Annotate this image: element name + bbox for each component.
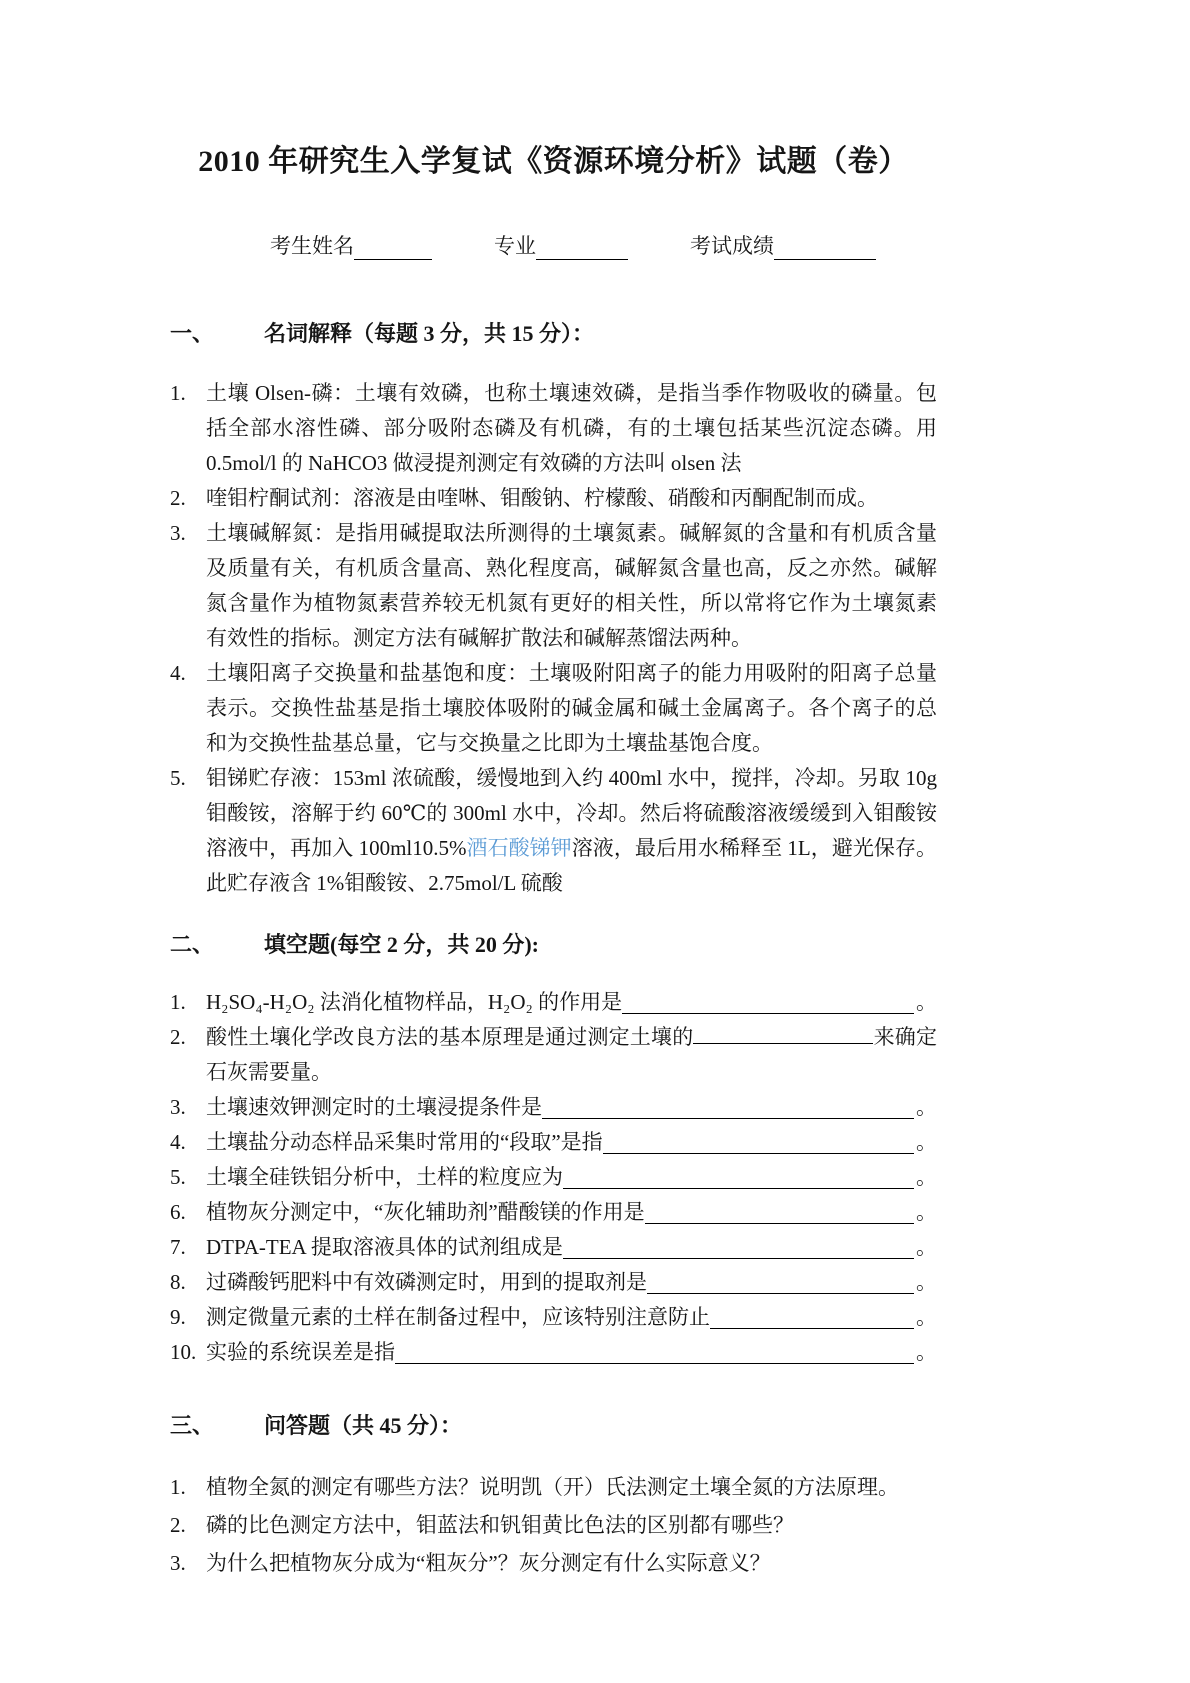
item-number: 4. [170, 1130, 186, 1154]
item-tail-text: 。 [916, 1340, 937, 1364]
item-lead-text: 土壤速效钾测定时的土壤浸提条件是 [206, 1095, 542, 1119]
question-item [170, 1544, 937, 1582]
item-tail-text: 。 [916, 1305, 937, 1329]
item-number: 9. [170, 1305, 186, 1329]
item-tail-text: 。 [916, 1095, 937, 1119]
section-3-number: 三、 [170, 1413, 215, 1438]
fill-blank-item [170, 1230, 937, 1265]
item-number: 1. [170, 1475, 186, 1499]
answer-blank [645, 1195, 916, 1230]
fill-blank-item [170, 1265, 937, 1300]
section-3-heading [170, 1410, 937, 1442]
list-item [170, 516, 937, 656]
score-field [690, 230, 876, 260]
candidate-name-blank [354, 238, 432, 260]
item-text [206, 1020, 937, 1090]
item-number: 4. [170, 661, 186, 685]
item-text [206, 761, 937, 901]
major-label: 专业 [494, 234, 536, 258]
item-lead-text: 土壤盐分动态样品采集时常用的“段取”是指 [206, 1130, 603, 1154]
answer-blank [395, 1335, 916, 1370]
section-3-title: 问答题（共 45 分）： [264, 1413, 463, 1438]
question-item [170, 1468, 937, 1506]
answer-blank [563, 1160, 916, 1195]
fill-blank-item [170, 1020, 937, 1090]
item-tail-text: 。 [916, 1270, 937, 1294]
answer-blank [710, 1300, 916, 1335]
answer-blank [542, 1090, 916, 1125]
item-text-before-link: 钼锑贮存液：153ml 浓硫酸，缓慢地到入约 400ml 水中，搅拌，冷却。另取 10g 钼酸铵，溶解于约 60℃的 300ml 水中，冷却。然后将硫酸溶液缓缓到入钼酸铵溶液中，再加入 100ml10.5% [206, 766, 937, 860]
candidate-name-field [270, 230, 432, 260]
answer-blank [563, 1230, 916, 1265]
list-item [170, 376, 937, 481]
item-lead-text: 酸性土壤化学改良方法的基本原理是通过测定土壤的 [206, 1025, 694, 1049]
definition-list [170, 376, 937, 901]
list-item [170, 761, 937, 901]
question-text: 磷的比色测定方法中，钼蓝法和钒钼黄比色法的区别都有哪些？ [206, 1513, 794, 1537]
item-number: 3. [170, 521, 186, 545]
item-tail-text: 来确定石灰需要量。 [206, 1025, 937, 1084]
item-tail-text: 。 [916, 1235, 937, 1259]
tartrate-antimony-potassium-link[interactable]: 酒石酸锑钾 [466, 836, 572, 860]
section-1-number: 一、 [170, 321, 215, 346]
fill-blank-item [170, 1335, 937, 1370]
item-number: 6. [170, 1200, 186, 1224]
fill-blank-item [170, 985, 937, 1020]
major-field [494, 230, 628, 260]
page-title: 2010 年研究生入学复试《资源环境分析》试题（卷） [198, 145, 909, 178]
section-2-heading [170, 929, 937, 961]
item-text: 土壤 Olsen-磷：土壤有效磷，也称土壤速效磷，是指当季作物吸收的磷量。包括全部水溶性磷、部分吸附态磷及有机磷，有的土壤包括某些沉淀态磷。用 0.5mol/l 的 NaHCO3 做浸提剂测定有效磷的方法叫 olsen 法 [206, 381, 937, 475]
item-number: 5. [170, 1165, 186, 1189]
item-lead-text: 过磷酸钙肥料中有效磷测定时，用到的提取剂是 [206, 1270, 647, 1294]
question-text: 植物全氮的测定有哪些方法？说明凯（开）氏法测定土壤全氮的方法原理。 [206, 1475, 899, 1499]
answer-blank [622, 985, 916, 1020]
section-1-heading [170, 318, 937, 350]
section-2-number: 二、 [170, 932, 215, 957]
item-number: 1. [170, 990, 186, 1014]
candidate-name-label: 考生姓名 [270, 234, 354, 258]
list-item [170, 656, 937, 761]
item-number: 5. [170, 766, 186, 790]
major-blank [536, 238, 628, 260]
question-text: 为什么把植物灰分成为“粗灰分”？灰分测定有什么实际意义？ [206, 1551, 771, 1575]
fill-blank-item [170, 1090, 937, 1125]
item-number: 2. [170, 486, 186, 510]
item-number: 7. [170, 1235, 186, 1259]
fill-blank-item [170, 1300, 937, 1335]
item-tail-text: 。 [916, 1200, 937, 1224]
item-number: 8. [170, 1270, 186, 1294]
item-lead-text: 实验的系统误差是指 [206, 1340, 395, 1364]
fill-blank-item [170, 1160, 937, 1195]
answer-blank [603, 1125, 916, 1160]
item-number: 3. [170, 1551, 186, 1575]
item-text: 土壤碱解氮：是指用碱提取法所测得的土壤氮素。碱解氮的含量和有机质含量及质量有关，有机质含量高、熟化程度高，碱解氮含量也高，反之亦然。碱解氮含量作为植物氮素营养较无机氮有更好的相关性，所以常将它作为土壤氮素有效性的指标。测定方法有碱解扩散法和碱解蒸馏法两种。 [206, 521, 937, 650]
item-number: 3. [170, 1095, 186, 1119]
item-text-after-link: 溶液，最后用水稀释至 1L，避光保存。此贮存液含 1%钼酸铵、2.75mol/L 硫酸 [206, 836, 937, 895]
list-item [170, 481, 937, 516]
item-lead-text: 植物灰分测定中，“灰化辅助剂”醋酸镁的作用是 [206, 1200, 645, 1224]
section-1-title: 名词解释（每题 3 分，共 15 分）： [264, 321, 595, 346]
fill-blank-list [170, 985, 937, 1370]
item-number: 10. [170, 1340, 197, 1364]
item-tail-text: 。 [916, 1165, 937, 1189]
section-2-title: 填空题(每空 2 分，共 20 分): [264, 932, 539, 957]
item-number: 2. [170, 1025, 186, 1049]
item-number: 2. [170, 1513, 186, 1537]
item-lead-text: H₂SO₄-H₂O₂ 法消化植物样品，H₂O₂ 的作用是 [206, 990, 623, 1014]
item-text: 喹钼柠酮试剂：溶液是由喹啉、钼酸钠、柠檬酸、硝酸和丙酮配制而成。 [206, 486, 878, 510]
item-tail-text: 。 [916, 990, 937, 1014]
fill-blank-item [170, 1125, 937, 1160]
score-blank [774, 238, 876, 260]
item-lead-text: 土壤全硅铁铝分析中，土样的粒度应为 [206, 1165, 563, 1189]
item-tail-text: 。 [916, 1130, 937, 1154]
answer-blank [693, 1023, 873, 1044]
answer-blank [647, 1265, 916, 1300]
fill-blank-item [170, 1195, 937, 1230]
item-number: 1. [170, 381, 186, 405]
header-fields [170, 230, 937, 260]
item-lead-text: DTPA-TEA 提取溶液具体的试剂组成是 [206, 1235, 563, 1259]
item-lead-text: 测定微量元素的土样在制备过程中，应该特别注意防止 [206, 1305, 710, 1329]
score-label: 考试成绩 [690, 234, 774, 258]
item-text: 土壤阳离子交换量和盐基饱和度：土壤吸附阳离子的能力用吸附的阳离子总量表示。交换性盐基是指土壤胶体吸附的碱金属和碱土金属离子。各个离子的总和为交换性盐基总量，它与交换量之比即为土壤盐基饱合度。 [206, 661, 937, 755]
question-item [170, 1506, 937, 1544]
question-list [170, 1468, 937, 1582]
